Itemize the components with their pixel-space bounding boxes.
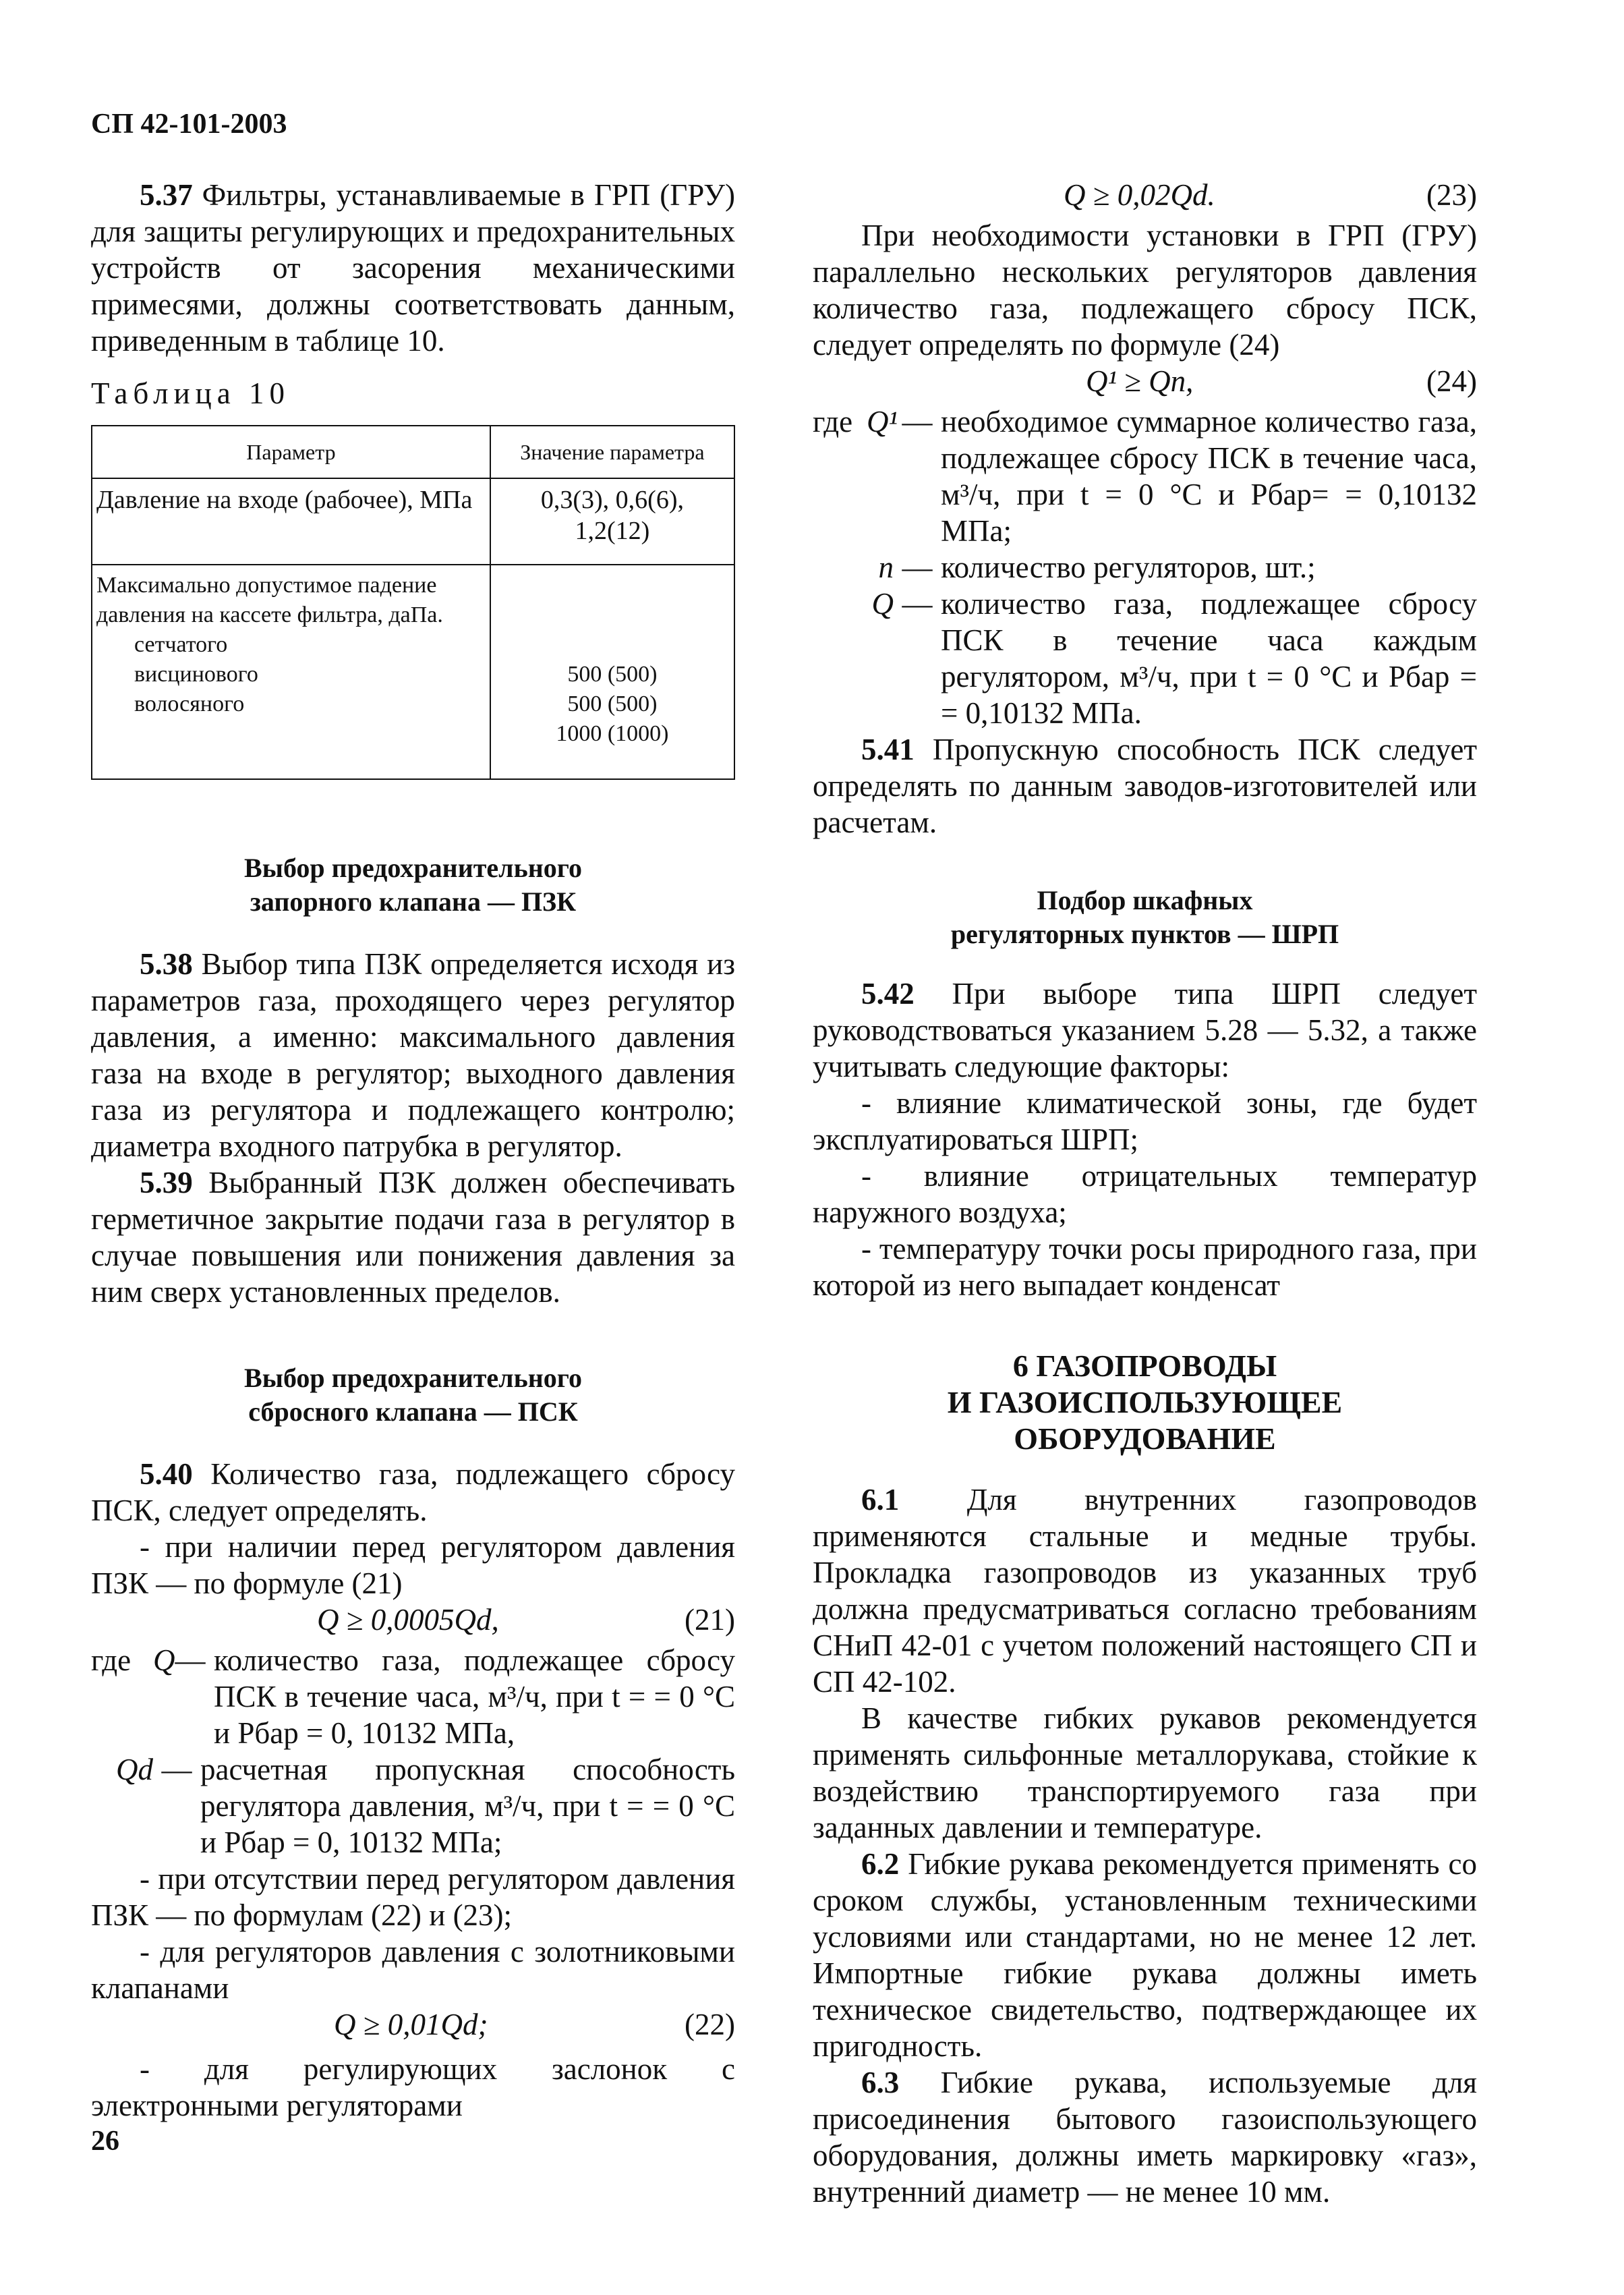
paragraph-6-1: 6.1 Для внутренних газопроводов применяются стальные и медные трубы. Прокладка газопроводов из указанных труб должна предусматриваться согласно требованиям СНиП 42-01 с учетом положений настоящего СП и СП 42-102. xyxy=(813,1483,1477,1699)
table-header-value: Значение параметра xyxy=(490,426,734,478)
section-heading-6: 6 ГАЗОПРОВОДЫ И ГАЗОИСПОЛЬЗУЮЩЕЕ ОБОРУДОВАНИЕ xyxy=(947,1349,1343,1456)
page-number: 26 xyxy=(91,2126,119,2157)
paragraph-6-2: 6.2 Гибкие рукава рекомендуется применять со сроком службы, установленным техническими условиями или стандартами, но не менее 12 лет. Импортные гибкие рукава должны иметь техническое свидетельство, подтверждающее их пригодность. xyxy=(813,1847,1477,2063)
paragraph-6-3: 6.3 Гибкие рукава, используемые для присоединения бытового газоиспользующего оборудования, должны иметь маркировку «газ», внутренний диаметр — не менее 10 мм. xyxy=(813,2066,1477,2209)
list-item: - влияние отрицательных температур наружного воздуха; xyxy=(813,1159,1477,1229)
list-item: - при наличии перед регулятором давления ПЗК — по формуле (21) xyxy=(91,1530,735,1600)
paragraph: В качестве гибких рукавов рекомендуется применять сильфонные металлорукава, стойкие к воздействию транспортируемого газа при заданных давлении и температуре. xyxy=(813,1701,1477,1844)
paragraph-multi-regulators: При необходимости установки в ГРП (ГРУ) параллельно нескольких регуляторов давления количество газа, подлежащего сбросу ПСК, следует определять по формуле (24) xyxy=(813,219,1477,362)
filter-table xyxy=(91,425,735,780)
table-cell: Максимально допустимое падение давления на кассете фильтра, даПа. сетчатого висцинового волосяного xyxy=(92,565,490,779)
list-item: - при отсутствии перед регулятором давления ПЗК — по формулам (22) и (23); xyxy=(91,1862,735,1932)
table-header-param: Параметр xyxy=(92,426,490,478)
formula-21: Q ≥ 0,0005Qd, (21) xyxy=(317,1603,735,1637)
table-cell: Давление на входе (рабочее), МПа xyxy=(92,478,490,565)
paragraph-5-40: 5.40 Количество газа, подлежащего сбросу ПСК, следует определять. xyxy=(91,1457,735,1527)
paragraph-5-39: 5.39 Выбранный ПЗК должен обеспечивать герметичное закрытие подачи газа в регулятор в случае повышения или понижения давления за ним сверх установленных пределов. xyxy=(91,1166,735,1309)
formula-23: Q ≥ 0,02Qd. (23) xyxy=(1064,178,1477,212)
list-item: - для регулирующих заслонок с электронными регуляторами xyxy=(91,2052,735,2122)
definition-q: где Q — количество газа, подлежащее сбросу ПСК в течение часа, м³/ч, при t = = 0 °С и Pбар = 0, 10132 МПа, xyxy=(91,1643,735,1750)
section-heading: Выбор предохранительного сбросного клапана — ПСК xyxy=(244,1363,582,1427)
left-column xyxy=(91,177,735,2124)
list-item: - для регуляторов давления с золотниковыми клапанами xyxy=(91,1935,735,2005)
paragraph-5-41: 5.41 Пропускную способность ПСК следует определять по данным заводов-изготовителей или расчетам. xyxy=(813,733,1477,839)
paragraph-5-38: 5.38 Выбор типа ПЗК определяется исходя из параметров газа, проходящего через регулятор давления, а именно: максимального давления газа на входе в регулятор; выходного давления газа из регулятора и подлежащего контролю; диаметра входного патрубка в регулятор. xyxy=(91,947,735,1163)
formula-22: Q ≥ 0,01Qd; (22) xyxy=(334,2008,735,2041)
section-heading: Выбор предохранительного запорного клапана — ПЗК xyxy=(244,853,582,917)
section-heading: Подбор шкафных регуляторных пунктов — ШРП xyxy=(950,885,1339,949)
table-cell: 500 (500) 500 (500) 1000 (1000) xyxy=(490,565,734,779)
definition-qd: Qd — расчетная пропускная способность регулятора давления, м³/ч, при t = = 0 °С и Pбар = 0, 10132 МПа; xyxy=(116,1753,735,1859)
document-header: СП 42-101-2003 xyxy=(91,109,287,140)
definition-q1: где Q¹ — необходимое суммарное количество газа, подлежащее сбросу ПСК в течение часа, м³/ч, при t = 0 °С и Pбар= = 0,10132 МПа; xyxy=(813,405,1477,548)
table-cell: 0,3(3), 0,6(6), 1,2(12) xyxy=(490,478,734,565)
list-item: - влияние климатической зоны, где будет эксплуатироваться ШРП; xyxy=(813,1086,1477,1156)
paragraph-5-37: 5.37 Фильтры, устанавливаемые в ГРП (ГРУ) для защиты регулирующих и предохранительных устройств от засорения механическими примесями, должны соответствовать данным, приведенным в таблице 10. xyxy=(91,178,735,358)
formula-24: Q¹ ≥ Qn, (24) xyxy=(1086,364,1477,398)
paragraph-5-42: 5.42 При выборе типа ШРП следует руководствоваться указанием 5.28 — 5.32, а также учитывать следующие факторы: xyxy=(813,977,1477,1083)
definition-q: Q — количество газа, подлежащее сбросу ПСК в течение часа каждым регулятором, м³/ч, при t = 0 °С и Pбар = = 0,10132 МПа. xyxy=(871,587,1477,730)
definition-n: n — количество регуляторов, шт.; xyxy=(878,550,1316,584)
list-item: - температуру точки росы природного газа, при которой из него выпадает конденсат xyxy=(813,1232,1477,1302)
table-caption: Таблица 10 xyxy=(91,376,290,410)
right-column xyxy=(813,177,1477,2210)
